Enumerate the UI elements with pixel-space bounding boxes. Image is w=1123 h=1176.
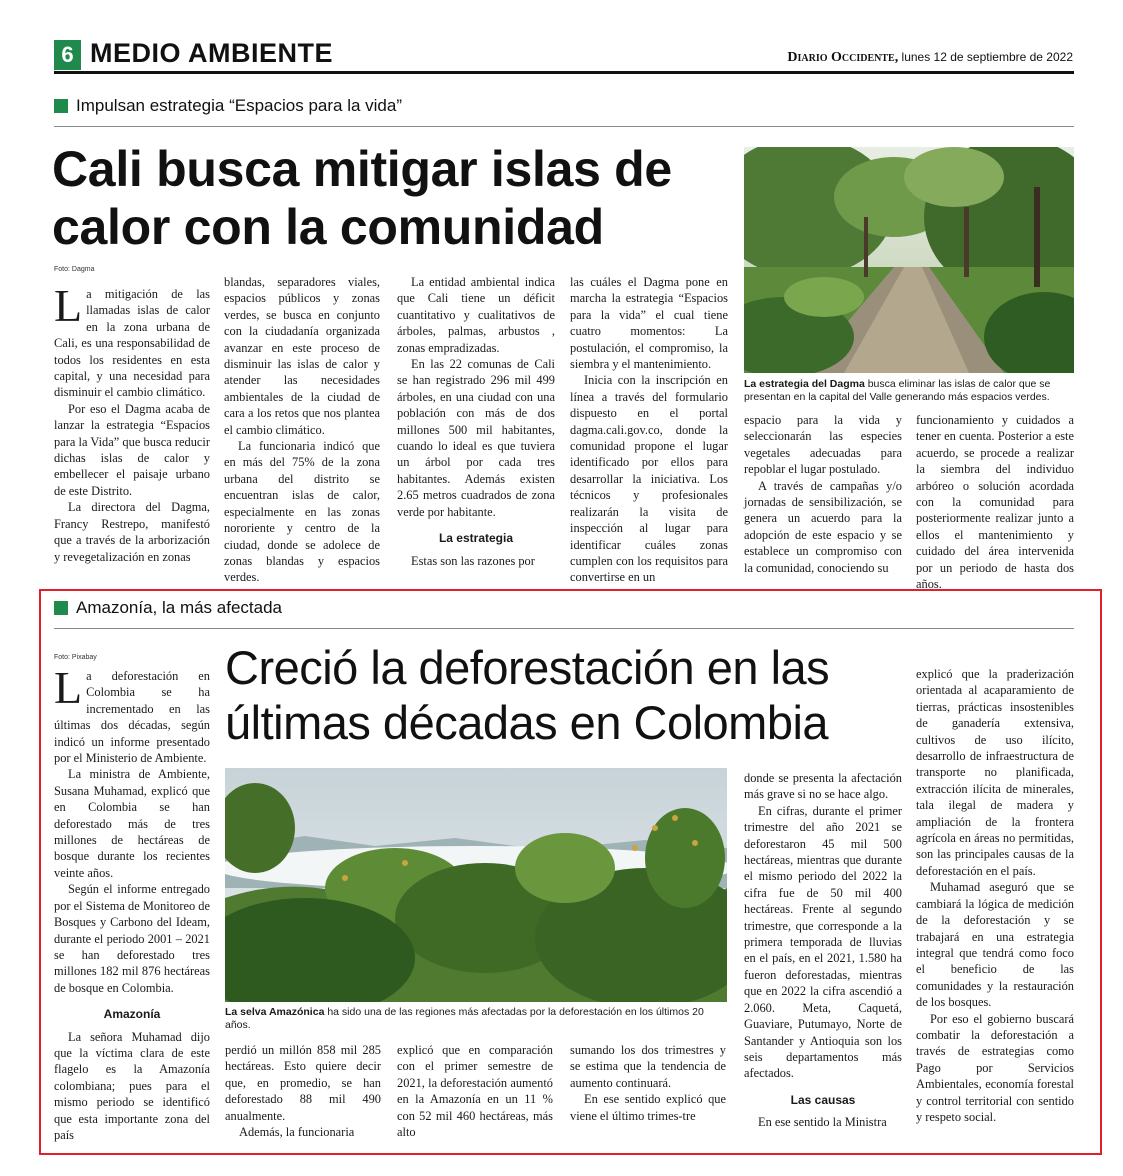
article2-photo-credit: Foto: Pixabay	[54, 654, 97, 661]
article2-paragraph: donde se presenta la afectación más grave si no se hace algo.	[744, 771, 902, 802]
green-square-icon	[54, 601, 68, 615]
article2-column-6	[916, 666, 1074, 1125]
header-rule	[54, 71, 1074, 74]
article1-kicker	[54, 96, 402, 116]
article1-dropcap: L	[54, 280, 83, 331]
article1-column-5	[744, 412, 902, 576]
article2-paragraph: Además, la funcionaria	[239, 1125, 355, 1140]
article1-paragraph: Por eso el Dagma acaba de lanzar la estrategia “Espacios para la Vida” que busca reducir dichas islas de calor y embellecer el paisaje urbano de este Distrito.	[54, 401, 210, 498]
article2-paragraph: La ministra de Ambiente, Susana Muhamad, explicó que en Colombia se han deforestado más de tres millones de hectáreas de bosque durante los recientes veinte años.	[54, 767, 210, 880]
article1-paragraph: A través de campañas y/o jornadas de sensibilización, se genera un acuerdo para la adopción de este espacio y se establece un compromiso con la comunidad, conociendo su	[744, 478, 902, 575]
caption-bold: La estrategia del Dagma	[744, 378, 865, 390]
article2-paragraph: sumando los dos trimestres y se estima que la tendencia de aumento continuará.	[570, 1043, 726, 1090]
article1-headline: Cali busca mitigar islas de calor con la comunidad	[52, 141, 672, 255]
masthead	[787, 50, 1073, 66]
article2-paragraph: En cifras, durante el primer trimestre del año 2021 se deforestaron 45 mil 500 hectáreas, mientras que durante el mismo periodo del 2022 la cifra fue de 50 mil 400 hectáreas. Frente al segundo trimestre, que corresponde a la primera temporada de lluvias en el país, en el 2021, 1.580 ha fueron deforestadas, mientras que en 2022 la cifra ascendió a 2.060. Meta, Caquetá, Guaviare, Putumayo, Norte de Santander y Antioquia son los seis departamentos más afectados.	[744, 803, 902, 1081]
section-title: MEDIO AMBIENTE	[90, 38, 333, 68]
article2-column-2	[225, 1042, 381, 1140]
article2-paragraph: explicó que en comparación con el primer semestre de 2021, la deforestación aumentó en la Amazonía en un 11 % con 52 mil 460 hectáreas, más alto	[397, 1043, 553, 1140]
caption-text: ha sido una de las regiones más afectadas por la deforestación en los últimos 20 años.	[225, 1006, 704, 1031]
article1-paragraph: En las 22 comunas de Cali se han registrado 296 mil 499 árboles, en una ciudad con una población con más de dos millones 500 mil habitantes, cuando lo ideal es que tuviera un árbol por cada tres habitantes. Además existen 2.65 metros cuadrados de zona verde por habitante.	[397, 357, 555, 519]
article1-paragraph: La entidad ambiental indica que Cali tiene un déficit cuantitativo y cualitativos de árboles, palmas, arbustos , zonas empradizadas.	[397, 275, 555, 355]
green-square-icon	[54, 99, 68, 113]
article2-paragraph: Muhamad aseguró que se cambiará la lógica de medición de la deforestación y se trabajará en una estrategia integral que tendrá como foco el beneficio de las comunidades y la restauración de los bosques.	[916, 880, 1074, 1010]
article1-subhead: La estrategia	[438, 531, 514, 546]
article2-paragraph: a deforestación en Colombia se ha incrementado en las últimas dos décadas, según indicó un informe presentado por el Ministerio de Ambiente.	[54, 669, 210, 766]
article2-paragraph: La señora Muhamad dijo que la víctima clara de este flagelo es la Amazonía colombiana; pues para el mismo periodo se identificó que esta importante zona del país	[54, 1029, 210, 1142]
article2-subhead-amazonia: Amazonía	[103, 1007, 161, 1022]
article1-column-6	[916, 412, 1074, 592]
article2-dropcap: L	[54, 662, 83, 713]
article2-photo-amazon-forest	[225, 768, 727, 1002]
article2-paragraph: En ese sentido explicó que viene el último trimes-tre	[570, 1092, 726, 1123]
article1-kicker-text: Impulsan estrategia “Espacios para la vida”	[76, 96, 402, 115]
article1-kicker-rule	[54, 126, 1074, 127]
issue-date: lunes 12 de septiembre de 2022	[898, 50, 1073, 64]
article1-paragraph: a mitigación de las llamadas islas de calor en la zona urbana de Cali, es una responsabilidad de todos los residentes en esta capital, y una necesidad para disminuir el cambio climático.	[54, 287, 210, 400]
article1-paragraph: blandas, separadores viales, espacios públicos y zonas verdes, se busca en conjunto con la ciudadanía organizada avanzar en este proceso de disminuir las islas de calor y atender las necesidades ambientales de la ciudad de cara a los retos que nos plantea el cambio climático.	[224, 275, 380, 437]
article2-column-3	[397, 1042, 553, 1140]
article2-paragraph: perdió un millón 858 mil 285 hectáreas. Esto quiere decir que, en promedio, se han deforestado 88 mil 490 anualmente.	[225, 1043, 381, 1123]
caption-text: busca eliminar las islas de calor que se presentan en la capital del Valle generando más espacios verdes.	[744, 378, 1051, 403]
article2-headline: Creció la deforestación en las últimas décadas en Colombia	[225, 641, 830, 749]
article1-column-1	[54, 280, 210, 565]
article1-column-2	[224, 274, 380, 586]
article1-paragraph: Inicia con la inscripción en línea a través del formulario dispuesto en el portal dagma.cali.gov.co, donde la comunidad propone el lugar identificado por ellos para desarrollar la iniciativa. Los técnicos y profesionales realizarán la visita de inspección al lugar para identificar cuáles zonas cumplen con los requisitos para convertirse en un	[570, 373, 728, 585]
article2-subhead-causas: Las causas	[790, 1092, 856, 1107]
article1-paragraph: las cuáles el Dagma pone en marcha la estrategia “Espacios para la vida” el cual tiene cuatro momentos: La postulación, el compromiso, la siembra y el mantenimiento.	[570, 275, 728, 372]
article1-paragraph: funcionamiento y cuidados a tener en cuenta. Posterior a este acuerdo, se procede a realizar la siembra del individuo arbóreo o solución acordada con la comunidad para posteriormente realizar junto a ellos el mantenimiento y cuidado del área intervenida por un periodo de hasta dos años.	[916, 413, 1074, 592]
newspaper-name: Diario Occidente,	[787, 50, 899, 65]
article2-photo-caption	[225, 1006, 725, 1032]
article2-column-1	[54, 662, 210, 1143]
page-number: 6	[54, 40, 81, 70]
article1-photo-caption	[744, 378, 1076, 404]
article2-paragraph: Por eso el gobierno buscará combatir la deforestación a través de estrategias como Pago por Servicios Ambientales, economía forestal y control territorial con sentido y respeto social.	[916, 1011, 1074, 1124]
article2-paragraph: En ese sentido la Ministra	[758, 1115, 887, 1130]
article2-paragraph: explicó que la praderización orientada al acaparamiento de tierras, prácticas insostenibles de ganadería extensiva, cultivos de uso ilícito, desarrollo de infraestructura de transporte no planificada, extracción ilícita de minerales, tala ilegal de madera y ampliación de la frontera agrícola en áreas no permitidas, son las principales causas de la deforestación en el país.	[916, 667, 1074, 878]
article1-paragraph: La directora del Dagma, Francy Restrepo, manifestó que a través de la arborización y revegetalización en zonas	[54, 500, 210, 564]
article1-paragraph: espacio para la vida y seleccionarán las especies vegetales adecuadas para repoblar el lugar postulado.	[744, 413, 902, 477]
article2-column-4	[570, 1042, 726, 1124]
article1-paragraph: Estas son las razones por	[411, 553, 535, 568]
article2-kicker-rule	[54, 628, 1074, 629]
caption-bold: La selva Amazónica	[225, 1006, 325, 1018]
article1-column-4	[570, 274, 728, 586]
article1-photo-park-path	[744, 147, 1074, 373]
article1-photo-credit: Foto: Dagma	[54, 266, 95, 273]
article1-paragraph: La funcionaria indicó que en más del 75% de la zona urbana del distrito se encuentran islas de calor, especialmente en las zonas nororiente y centro de la ciudad, donde se adolece de zonas blandas y espacios verdes.	[224, 439, 380, 585]
article1-column-3	[397, 274, 555, 569]
article2-kicker-text: Amazonía, la más afectada	[76, 598, 283, 617]
article2-kicker	[54, 598, 282, 618]
article2-paragraph: Según el informe entregado por el Sistema de Monitoreo de Bosques y Carbono del Ideam, durante el periodo 2001 – 2021 se han deforestado tres millones 182 mil 876 hectáreas de bosque en Colombia.	[54, 882, 210, 995]
article2-column-5	[744, 770, 902, 1131]
